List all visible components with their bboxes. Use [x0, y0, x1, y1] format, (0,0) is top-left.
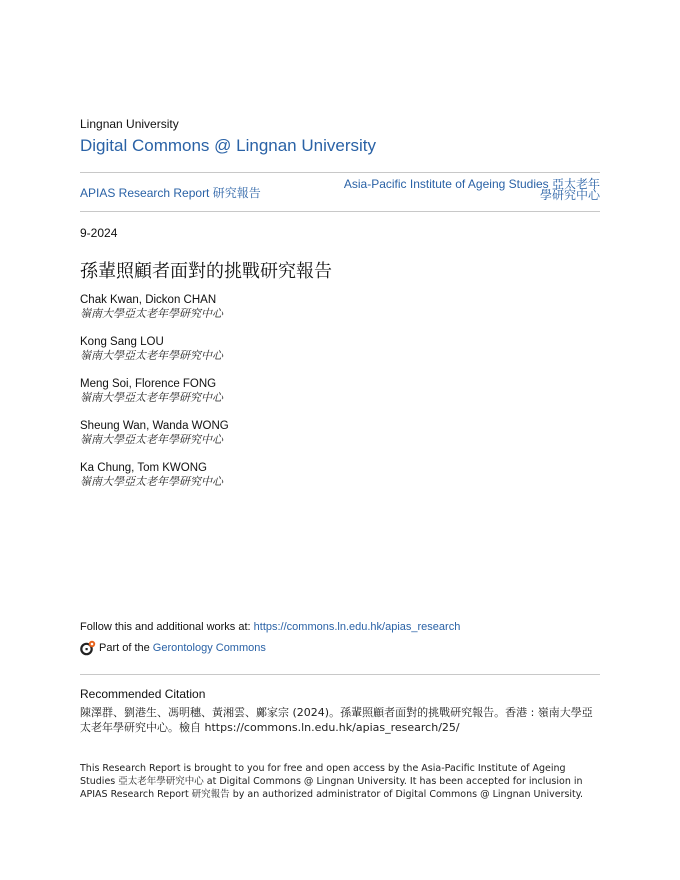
top-divider: [80, 172, 600, 173]
author-name: Kong Sang LOU: [80, 336, 164, 348]
author-affiliation: 嶺南大學亞太老年學研究中心: [80, 475, 223, 488]
author-entry: [80, 461, 600, 503]
author-entry: [80, 293, 600, 335]
author-affiliation: 嶺南大學亞太老年學研究中心: [80, 433, 223, 446]
author-name: Sheung Wan, Wanda WONG: [80, 420, 229, 432]
follow-line: [80, 621, 460, 633]
author-list: [80, 293, 600, 503]
author-name: Meng Soi, Florence FONG: [80, 378, 217, 390]
document-title: 孫輩照顧者面對的挑戰研究報告: [80, 261, 332, 282]
part-of-line: [80, 640, 266, 656]
author-name: Ka Chung, Tom KWONG: [80, 462, 207, 474]
author-entry: [80, 335, 600, 377]
author-affiliation: 嶺南大學亞太老年學研究中心: [80, 349, 223, 362]
citation-heading: Recommended Citation: [80, 687, 206, 701]
author-entry: [80, 419, 600, 461]
series-link[interactable]: APIAS Research Report 研究報告: [80, 186, 261, 200]
university-name: Lingnan University: [80, 117, 179, 131]
citation-text: 陳澤群、劉港生、馮明穗、黃湘雲、鄺家宗 (2024)。孫輩照顧者面對的挑戰研究報告。香港 : 嶺南大學亞太老年學研究中心。檢自 https://commons.ln.edu.hk/apias_research/25/: [80, 706, 593, 734]
follow-label: Follow this and additional works at:: [80, 621, 254, 633]
bottom-divider: [80, 211, 600, 212]
part-of-label: Part of the: [99, 642, 150, 654]
author-name: Chak Kwan, Dickon CHAN: [80, 294, 217, 306]
citation-divider: [80, 674, 600, 675]
author-affiliation: 嶺南大學亞太老年學研究中心: [80, 307, 223, 320]
author-entry: [80, 377, 600, 419]
institute-link[interactable]: Asia-Pacific Institute of Ageing Studies 亞太老年學研究中心: [343, 177, 600, 202]
repository-link[interactable]: Digital Commons @ Lingnan University: [80, 136, 376, 155]
network-commons-icon: [80, 640, 96, 656]
author-affiliation: 嶺南大學亞太老年學研究中心: [80, 391, 223, 404]
publication-date: 9-2024: [80, 226, 118, 240]
follow-url-link[interactable]: https://commons.ln.edu.hk/apias_research: [253, 621, 461, 633]
footer-notice: This Research Report is brought to you for free and open access by the Asia-Pacific Institute of Ageing Studies 亞太老年學研究中心 at Digital Commons @ Lingnan University. It has been accepted for inclusion in APIAS Research Report 研究報告 by an authorized administrator of Digital Commons @ Lingnan University.: [80, 763, 584, 800]
gerontology-commons-link[interactable]: Gerontology Commons: [152, 642, 266, 654]
